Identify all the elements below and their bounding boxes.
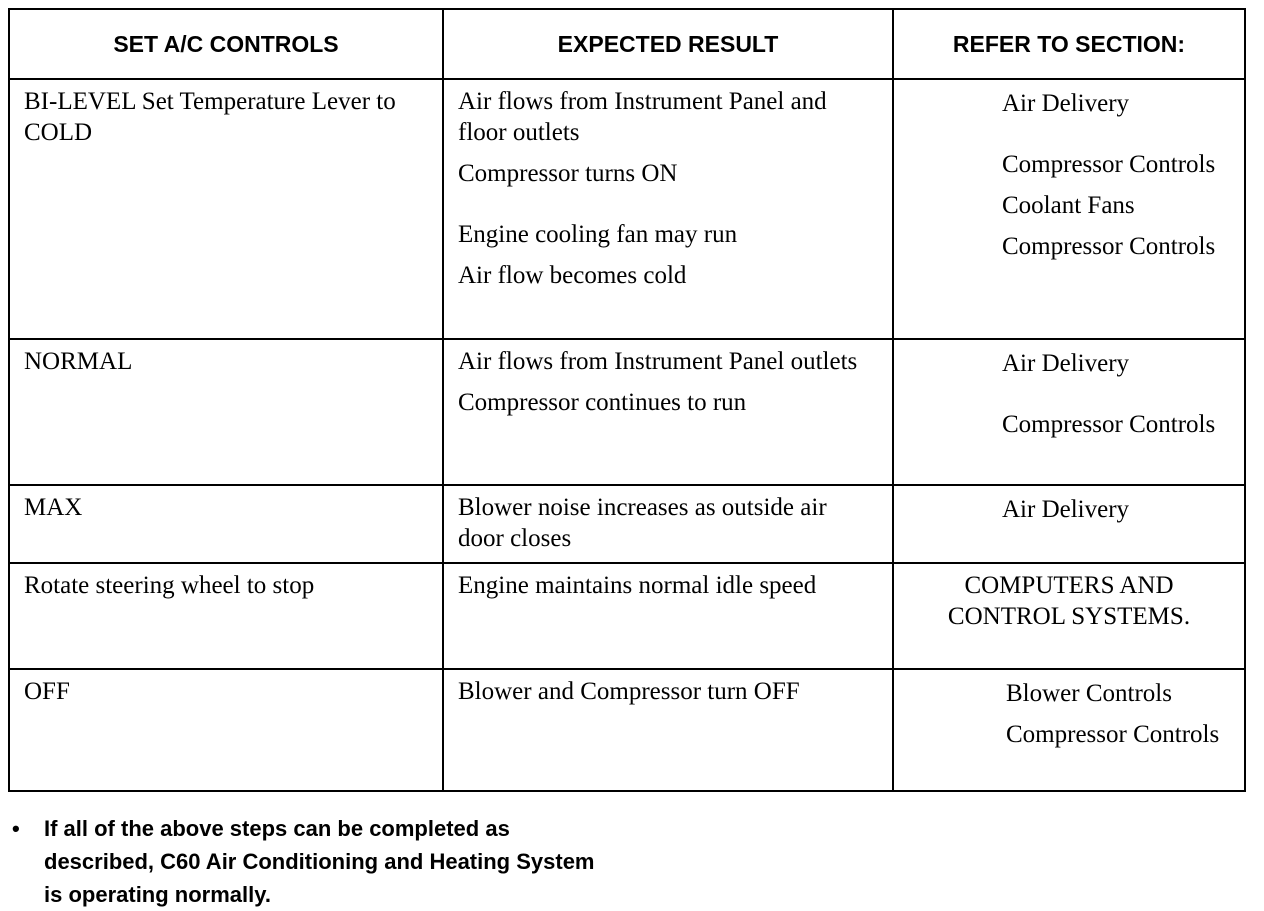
reference-item: Air Delivery (1002, 350, 1130, 377)
completion-note (8, 812, 648, 911)
result-cell (443, 669, 893, 791)
header-set-controls: SET A/C CONTROLS (9, 9, 443, 79)
result-item: Air flows from Instrument Panel outlets (458, 348, 858, 375)
reference-cell (893, 339, 1245, 485)
reference-item: Coolant Fans (1002, 192, 1135, 219)
ac-check-table (8, 8, 1246, 792)
result-cell (443, 339, 893, 485)
control-cell (9, 339, 443, 485)
control-label: Rotate steering wheel to stop (24, 572, 315, 599)
control-cell (9, 669, 443, 791)
result-item: Blower and Compressor turn OFF (458, 678, 800, 705)
control-cell (9, 485, 443, 563)
reference-item: Compressor Controls (1002, 233, 1216, 260)
control-label: MAX (24, 494, 83, 521)
result-item: Blower noise increases as outside air door closes (458, 494, 827, 552)
control-cell (9, 79, 443, 339)
result-item: Engine maintains normal idle speed (458, 572, 817, 599)
reference-item: Air Delivery (1002, 90, 1130, 117)
reference-item: Compressor Controls (1006, 721, 1220, 748)
reference-item: COMPUTERS AND CONTROL SYSTEMS. (947, 572, 1191, 630)
table-row (9, 339, 1245, 485)
control-label: NORMAL (24, 348, 133, 375)
reference-item: Air Delivery (1002, 496, 1130, 523)
reference-cell (893, 669, 1245, 791)
result-item: Compressor continues to run (458, 389, 747, 416)
note-text: If all of the above steps can be completed as described, C60 Air Conditioning and Heating System is operating normally. (44, 816, 595, 907)
reference-item: Compressor Controls (1002, 411, 1216, 438)
reference-cell (893, 485, 1245, 563)
reference-cell (893, 79, 1245, 339)
result-cell (443, 563, 893, 669)
table-row (9, 79, 1245, 339)
control-cell (9, 563, 443, 669)
reference-item: Blower Controls (1006, 680, 1172, 707)
result-item: Compressor turns ON (458, 160, 678, 187)
control-label: OFF (24, 678, 70, 705)
table-row (9, 563, 1245, 669)
result-item: Air flows from Instrument Panel and floor outlets (458, 88, 827, 146)
header-row (9, 9, 1245, 79)
control-label: BI-LEVEL Set Temperature Lever to COLD (24, 88, 396, 146)
bullet-icon: • (12, 816, 20, 841)
diagnosis-sheet (8, 8, 1244, 907)
reference-cell (893, 563, 1245, 669)
reference-item: Compressor Controls (1002, 151, 1216, 178)
table-row (9, 669, 1245, 791)
header-refer-to-section: REFER TO SECTION: (893, 9, 1245, 79)
result-item: Air flow becomes cold (458, 262, 687, 289)
result-cell (443, 485, 893, 563)
result-item: Engine cooling fan may run (458, 221, 738, 248)
table-row (9, 485, 1245, 563)
header-expected-result: EXPECTED RESULT (443, 9, 893, 79)
result-cell (443, 79, 893, 339)
